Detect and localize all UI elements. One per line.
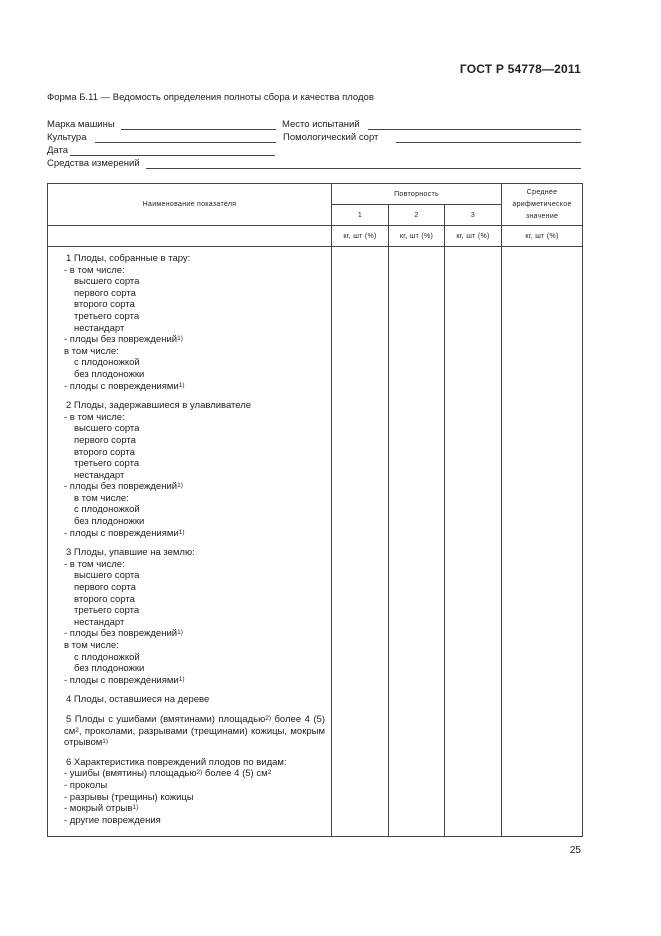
section-1-grade: третьего сорта	[74, 310, 140, 322]
machine-brand-line[interactable]	[121, 129, 276, 130]
header-rep-2: 2	[389, 205, 445, 226]
variety-line[interactable]	[396, 142, 581, 143]
date-label: Дата	[47, 145, 69, 156]
section-3-grade: второго сорта	[74, 593, 135, 605]
section-1-stem: без плодоножки	[74, 368, 145, 380]
date-line[interactable]	[70, 155, 275, 156]
section-1-incl: - в том числе:	[64, 264, 125, 276]
section-2-grade: третьего сорта	[74, 458, 140, 470]
culture-label: Культура	[47, 132, 87, 143]
header-indicator-name: Наименование показателя	[48, 184, 332, 226]
average-values[interactable]	[502, 247, 583, 837]
unit-average: кг, шт (%)	[502, 226, 583, 247]
rep-3-values[interactable]	[445, 247, 502, 837]
section-3-stem: с плодоножкой	[74, 651, 140, 663]
header-average: Среднее арифметическое значение	[502, 184, 583, 226]
section-6-bruise: - ушибы (вмятины) площадью$^{2)}$ более 4 (5) $см^2$	[64, 768, 272, 780]
section-3-grade: первого сорта	[74, 582, 136, 594]
section-3-stem: без плодоножки	[74, 663, 145, 675]
section-3-incl: - в том числе:	[64, 558, 125, 570]
machine-brand-label: Марка машины	[47, 119, 115, 130]
section-6-item: - мокрый отрыв$^{1)}$	[64, 803, 139, 815]
unit-rep-3: кг, шт (%)	[445, 226, 502, 247]
section-1-undamaged: - плоды без повреждений$^{1)}$	[64, 334, 183, 346]
unit-rep-2: кг, шт (%)	[389, 226, 445, 247]
section-2-stem: без плодоножки	[74, 516, 145, 528]
variety-label: Помологический сорт	[283, 132, 379, 143]
section-2-grade: высшего сорта	[74, 423, 140, 435]
test-site-label: Место испытаний	[282, 119, 360, 130]
section-2-title: 2 Плоды, задержавшиеся в улавливателе	[66, 400, 252, 412]
measuring-means-label: Средства измерений	[47, 158, 140, 169]
section-1-title: 1 Плоды, собранные в тару:	[66, 253, 191, 264]
section-2-stem: с плодоножкой	[74, 504, 140, 516]
section-6-other: - другие повреждения	[64, 814, 161, 826]
header-unit-empty	[48, 226, 332, 247]
page-number: 25	[569, 845, 581, 856]
section-4-title: 4 Плоды, оставшиеся на дереве	[66, 694, 210, 706]
section-3-grade: высшего сорта	[74, 570, 140, 582]
results-table	[47, 183, 583, 837]
standard-number: ГОСТ Р 54778—2011	[459, 62, 581, 76]
measuring-means-line[interactable]	[146, 168, 581, 169]
section-1-grade: высшего сорта	[74, 276, 140, 288]
section-3-undamaged: - плоды без повреждений$^{1)}$	[64, 628, 183, 640]
header-rep-1: 1	[332, 205, 389, 226]
indicator-list-cell	[48, 247, 332, 837]
section-6-title: 6 Характеристика повреждений плодов по видам:	[66, 756, 287, 768]
form-title: Форма Б.11 — Ведомость определения полноты сбора и качества плодов	[47, 92, 374, 103]
section-3-incl2: в том числе:	[64, 640, 119, 651]
section-1-incl2: в том числе:	[64, 345, 119, 357]
section-2-grade: первого сорта	[74, 434, 136, 446]
rep-2-values[interactable]	[389, 247, 445, 837]
section-1-stem: с плодоножкой	[74, 357, 140, 369]
section-3-grade: третьего сорта	[74, 605, 140, 617]
header-repeatability: Повторность	[332, 184, 502, 205]
section-1-damaged: - плоды с повреждениями$^{1)}$	[64, 380, 185, 392]
test-site-line[interactable]	[368, 129, 581, 130]
section-6-item: - разрывы (трещины) кожицы	[64, 791, 194, 803]
section-2-incl2: в том числе:	[74, 492, 129, 504]
section-2-damaged: - плоды с повреждениями$^{1)}$	[64, 527, 185, 539]
section-3-damaged: - плоды с повреждениями$^{1)}$	[64, 674, 185, 686]
section-1-grade: первого сорта	[74, 287, 136, 299]
section-2-grade: нестандарт	[74, 469, 125, 481]
section-1-grade: нестандарт	[74, 322, 125, 334]
section-1-grade: второго сорта	[74, 299, 135, 311]
section-3-grade: нестандарт	[74, 616, 125, 628]
culture-line[interactable]	[95, 142, 276, 143]
section-2-undamaged: - плоды без повреждений$^{1)}$	[64, 481, 183, 493]
section-2-grade: второго сорта	[74, 446, 135, 458]
section-3-title: 3 Плоды, упавшие на землю:	[66, 547, 195, 559]
rep-1-values[interactable]	[332, 247, 389, 837]
section-6-item: - проколы	[64, 779, 108, 791]
section-2-incl: - в том числе:	[64, 411, 125, 423]
header-rep-3: 3	[445, 205, 502, 226]
unit-rep-1: кг, шт (%)	[332, 226, 389, 247]
section-5-text: 5 Плоды с ушибами (вмятинами) площадью$^{2)}$ более 4 (5) $см^2$, проколами, разрывами (трещинами) кожицы, мокрым отрывом$^{1)}$	[64, 713, 325, 749]
